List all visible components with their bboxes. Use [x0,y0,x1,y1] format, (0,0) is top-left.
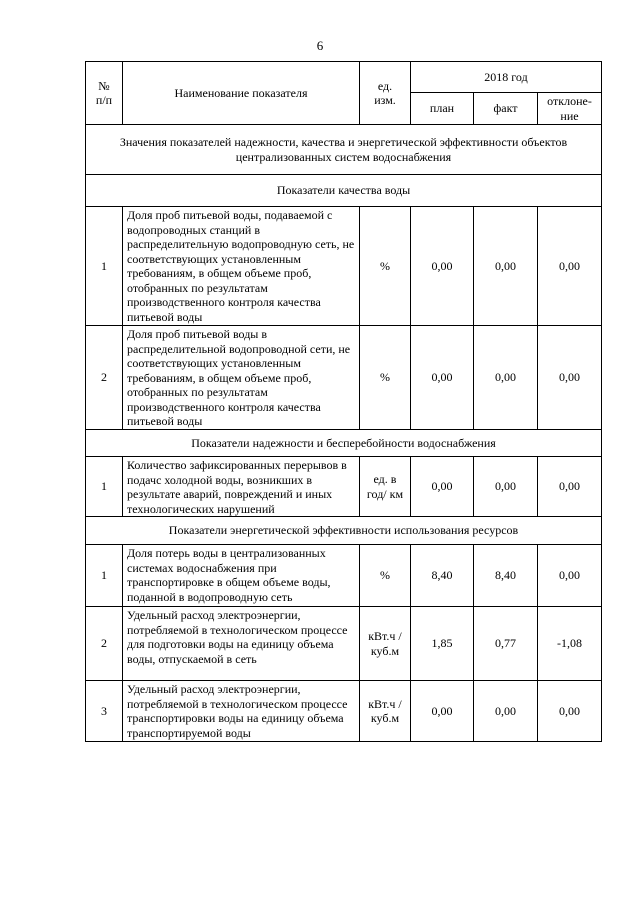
row-fact: 0,00 [474,326,538,430]
row-unit: % [360,326,411,430]
row-num: 1 [86,545,123,607]
row-plan: 0,00 [411,326,474,430]
header-name: Наименование показателя [123,62,360,125]
page-number: 6 [316,38,324,53]
row-name: Доля проб питьевой воды в распределительной водопроводной сети, не соответствующих установленным требованиям, в общем объеме проб, отобранных по результатам производственного контроля качества питьевой воды [123,326,360,430]
row-name: Количество зафиксированных перерывов в подачс холодной воды, возникших в результате аварий, повреждений и иных технологических нарушений [123,457,360,517]
row-fact: 0,77 [474,607,538,681]
row-name: Доля проб питьевой воды, подаваемой с водопроводных станций в распределительную водопроводную сеть, не соответствующих установленным требованиям, в общем объеме проб, отобранных по результатам производственного контроля качества питьевой воды [123,207,360,326]
section-quality: Показатели качества воды [86,175,602,207]
row-unit: кВт.ч / куб.м [360,607,411,681]
row-num: 1 [86,457,123,517]
row-fact: 0,00 [474,207,538,326]
row-num: 3 [86,681,123,742]
row-unit: % [360,545,411,607]
row-deviation: -1,08 [538,607,602,681]
table-row [86,545,602,607]
row-deviation: 0,00 [538,457,602,517]
row-deviation: 0,00 [538,681,602,742]
row-deviation: 0,00 [538,545,602,607]
indicators-table [85,61,602,742]
row-plan: 0,00 [411,457,474,517]
row-fact: 0,00 [474,457,538,517]
row-unit: кВт.ч / куб.м [360,681,411,742]
row-plan: 0,00 [411,207,474,326]
header-unit: ед. изм. [360,62,411,125]
row-plan: 0,00 [411,681,474,742]
header-fact: факт [474,93,538,125]
row-num: 2 [86,607,123,681]
row-name: Удельный расход электроэнергии, потребляемой в технологическом процессе транспортировки воды на единицу объема транспортируемой воды [123,681,360,742]
row-num: 1 [86,207,123,326]
header-plan: план [411,93,474,125]
row-unit: ед. в год/ км [360,457,411,517]
section-energy: Показатели энергетической эффективности использования ресурсов [86,517,602,545]
header-deviation: отклоне-ние [538,93,602,125]
section-main-title: Значения показателей надежности, качества и энергетической эффективности объектов централизованных систем водоснабжения [86,125,602,175]
table-row [86,326,602,430]
header-num: № п/п [86,62,123,125]
row-deviation: 0,00 [538,207,602,326]
row-fact: 8,40 [474,545,538,607]
section-reliability: Показатели надежности и бесперебойности водоснабжения [86,430,602,457]
table-row [86,607,602,681]
row-plan: 1,85 [411,607,474,681]
table-row [86,207,602,326]
row-unit: % [360,207,411,326]
table-row [86,681,602,742]
table-row [86,457,602,517]
header-year: 2018 год [411,62,602,93]
row-plan: 8,40 [411,545,474,607]
row-num: 2 [86,326,123,430]
row-fact: 0,00 [474,681,538,742]
row-name: Доля потерь воды в централизованных системах водоснабжения при транспортировке в общем объеме воды, поданной в водопроводную сеть [123,545,360,607]
row-name: Удельный расход электроэнергии, потребляемой в технологическом процессе для подготовки воды на единицу объема воды, отпускаемой в сеть [123,607,360,681]
row-deviation: 0,00 [538,326,602,430]
